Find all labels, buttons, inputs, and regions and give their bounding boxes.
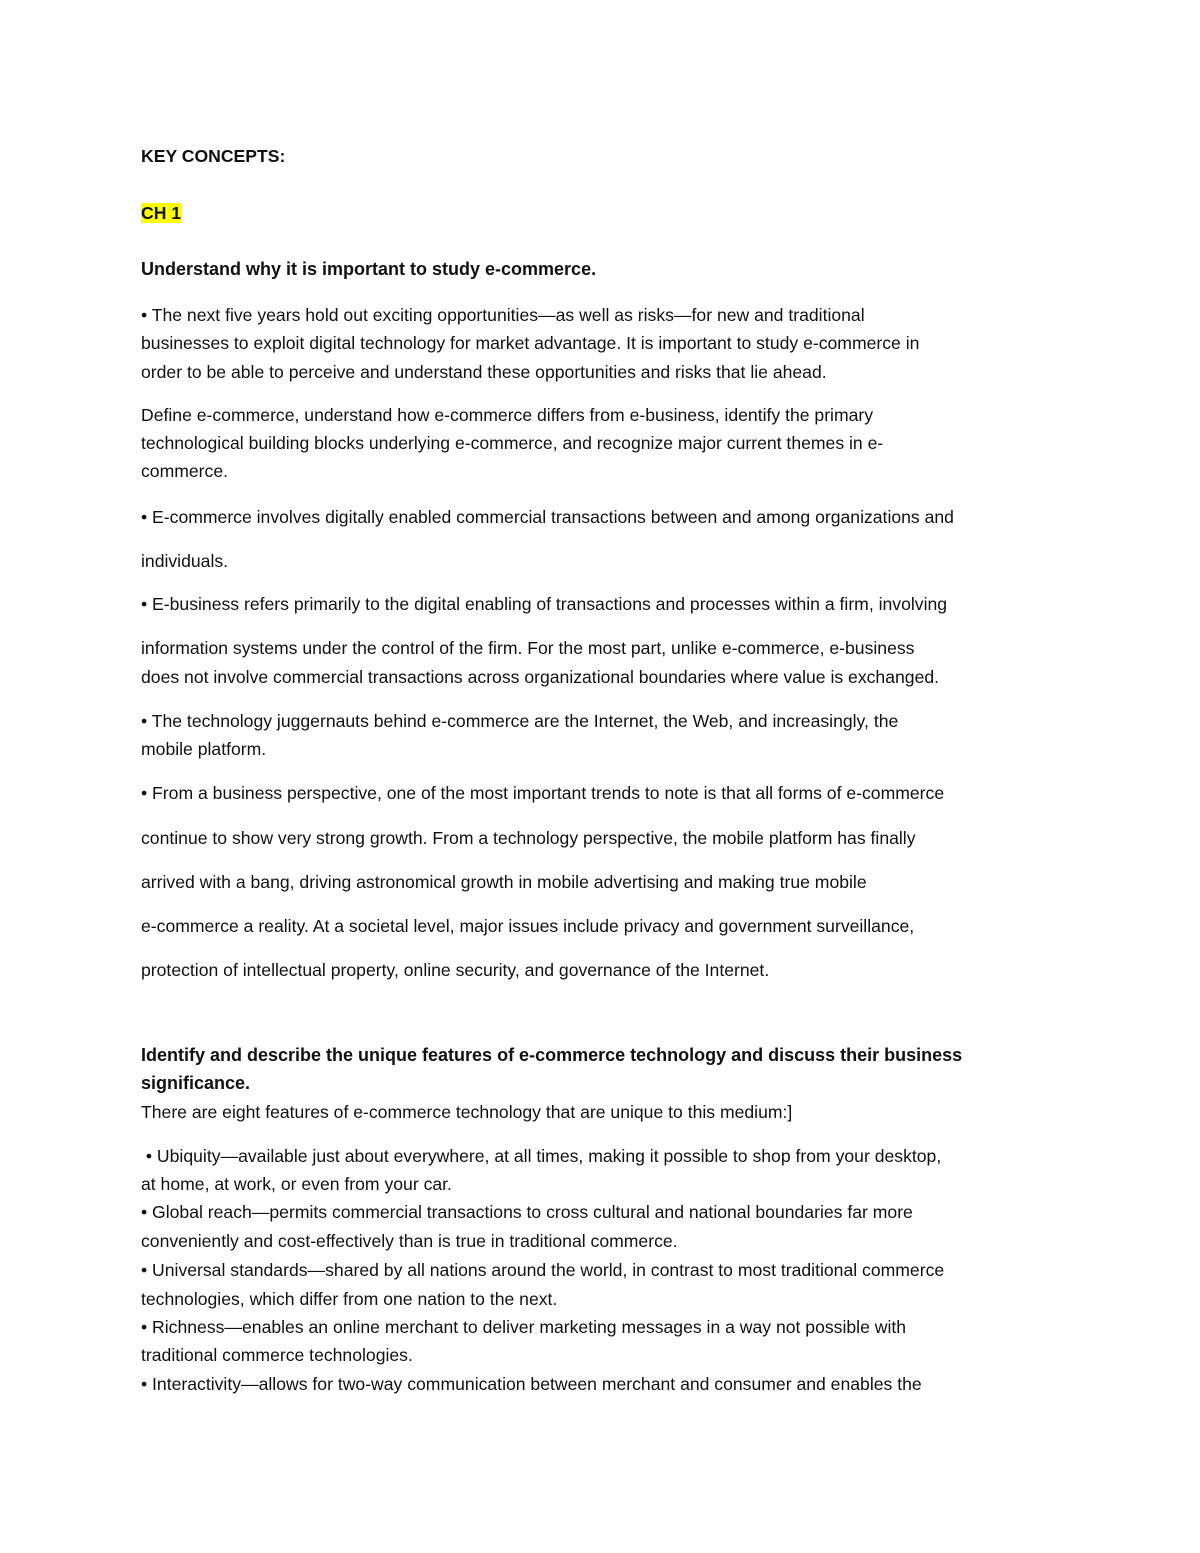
bullet-line: • E-business refers primarily to the digital enabling of transactions and processes within a firm, involving (141, 594, 948, 614)
section-heading: Identify and describe the unique features of e-commerce technology and discuss their business (141, 1045, 963, 1065)
feature-line: at home, at work, or even from your car. (141, 1174, 452, 1194)
feature-line: technologies, which differ from one nation to the next. (141, 1289, 558, 1309)
section-heading: Understand why it is important to study e-commerce. (141, 259, 597, 279)
bullet-line: • From a business perspective, one of the most important trends to note is that all forms of e-commerce (141, 783, 945, 803)
paragraph-line: • The next five years hold out exciting opportunities—as well as risks—for new and traditional (141, 305, 865, 325)
feature-line: traditional commerce technologies. (141, 1345, 413, 1365)
feature-line: • Ubiquity—available just about everywhere, at all times, making it possible to shop from your desktop, (141, 1146, 942, 1166)
bullet-line: information systems under the control of the firm. For the most part, unlike e-commerce, e-business (141, 638, 915, 658)
bullet-line: • The technology juggernauts behind e-commerce are the Internet, the Web, and increasingly, the (141, 711, 899, 731)
paragraph-line: order to be able to perceive and understand these opportunities and risks that lie ahead. (141, 362, 827, 382)
chapter-highlight: CH 1 (141, 203, 182, 223)
bullet-line: individuals. (141, 551, 229, 571)
paragraph-line: Define e-commerce, understand how e-commerce differs from e-business, identify the primary (141, 405, 874, 425)
page-title: KEY CONCEPTS: (141, 146, 286, 166)
feature-line: • Universal standards—shared by all nations around the world, in contrast to most traditional commerce (141, 1260, 945, 1280)
bullet-line: arrived with a bang, driving astronomical growth in mobile advertising and making true mobile (141, 872, 867, 892)
paragraph-line: businesses to exploit digital technology for market advantage. It is important to study e-commerce in (141, 333, 920, 353)
feature-line: conveniently and cost-effectively than is true in traditional commerce. (141, 1231, 678, 1251)
feature-line: • Global reach—permits commercial transactions to cross cultural and national boundaries far more (141, 1202, 913, 1222)
paragraph-line: technological building blocks underlying e-commerce, and recognize major current themes in e- (141, 433, 884, 453)
paragraph-line: commerce. (141, 461, 229, 481)
feature-line: • Interactivity—allows for two-way communication between merchant and consumer and enables the (141, 1374, 922, 1394)
section-heading: significance. (141, 1073, 251, 1093)
bullet-line: continue to show very strong growth. From a technology perspective, the mobile platform has finally (141, 828, 916, 848)
chapter-label (141, 202, 181, 224)
bullet-line: protection of intellectual property, online security, and governance of the Internet. (141, 960, 770, 980)
bullet-line: does not involve commercial transactions across organizational boundaries where value is exchanged. (141, 667, 940, 687)
paragraph-line: There are eight features of e-commerce technology that are unique to this medium:] (141, 1102, 793, 1122)
bullet-line: e-commerce a reality. At a societal level, major issues include privacy and government surveillance, (141, 916, 915, 936)
bullet-line: • E-commerce involves digitally enabled commercial transactions between and among organizations and (141, 507, 954, 527)
feature-line: • Richness—enables an online merchant to deliver marketing messages in a way not possible with (141, 1317, 907, 1337)
bullet-line: mobile platform. (141, 739, 267, 759)
